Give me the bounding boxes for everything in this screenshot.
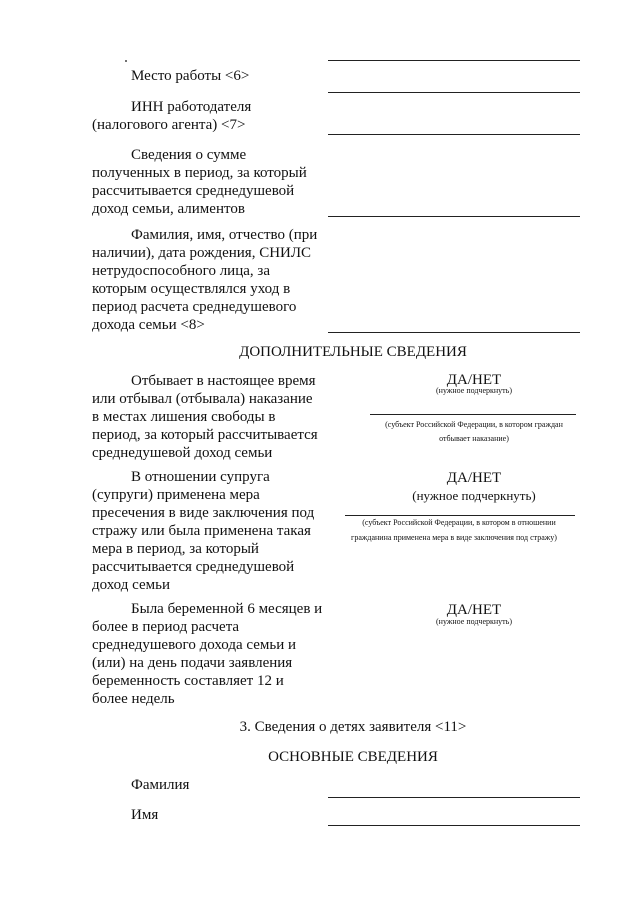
spouse-label-line-1: В отношении супруга — [131, 469, 270, 485]
disabled-person-label-line-4: которым осуществлялся уход в — [92, 281, 291, 297]
income-line — [328, 216, 580, 217]
spouse-hint: (нужное подчеркнуть) — [412, 488, 536, 503]
pregnancy-answer: ДА/НЕТ — [446, 602, 502, 618]
children-surname-label: Фамилия — [131, 777, 190, 793]
prison-line — [370, 414, 576, 415]
spouse-answer: ДА/НЕТ — [446, 470, 502, 486]
disabled-person-label-line-5: период расчета среднедушевого — [92, 299, 297, 315]
disabled-person-label-line-6: дохода семьи <8> — [92, 317, 205, 333]
prison-note-line-1: (субъект Российской Федерации, в котором граждан — [385, 420, 563, 429]
income-label-line-1: Сведения о сумме — [131, 147, 247, 163]
pregnancy-label-line-1: Была беременной 6 месяцев и — [131, 601, 323, 617]
children-name-line — [328, 825, 580, 826]
income-label-line-3: рассчитывается среднедушевой — [92, 183, 295, 199]
inn-line — [328, 134, 580, 135]
children-surname-line — [328, 797, 580, 798]
disabled-person-line — [328, 332, 580, 333]
children-name-label: Имя — [131, 807, 159, 823]
spouse-label-line-6: рассчитывается среднедушевой — [92, 559, 295, 575]
inn-label-line-2: (налогового агента) <7> — [92, 117, 246, 133]
spouse-line — [345, 515, 575, 516]
children-section-title: 3. Сведения о детях заявителя <11> — [239, 719, 467, 735]
prison-answer: ДА/НЕТ — [446, 372, 502, 388]
prison-note-line-2: отбывает наказание) — [439, 434, 509, 443]
additional-heading: ДОПОЛНИТЕЛЬНЫЕ СВЕДЕНИЯ — [239, 344, 467, 360]
pregnancy-label-line-3: среднедушевого дохода семьи и — [92, 637, 297, 653]
prison-label-line-2: или отбывал (отбывала) наказание — [92, 391, 313, 407]
pregnancy-hint: (нужное подчеркнуть) — [436, 617, 512, 626]
prison-label-line-5: среднедушевой доход семьи — [92, 445, 273, 461]
spouse-label-line-2: (супруги) применена мера — [92, 487, 260, 503]
pregnancy-label-line-2: более в период расчета — [92, 619, 240, 635]
disabled-person-label-line-1: Фамилия, имя, отчество (при — [131, 227, 318, 243]
prison-label-line-3: в местах лишения свободы в — [92, 409, 276, 425]
spouse-label-line-4: стражу или была применена такая — [92, 523, 311, 539]
children-heading: ОСНОВНЫЕ СВЕДЕНИЯ — [268, 749, 438, 765]
scan-dot — [125, 60, 127, 62]
workplace-line-2 — [328, 92, 580, 93]
income-label-line-2: полученных в период, за который — [92, 165, 307, 181]
pregnancy-label-line-6: более недель — [92, 691, 175, 707]
pregnancy-label-line-5: беременность составляет 12 и — [92, 673, 284, 689]
disabled-person-label-line-3: нетрудоспособного лица, за — [92, 263, 270, 279]
prison-label-line-4: период, за который рассчитывается — [92, 427, 318, 443]
inn-label-line-1: ИНН работодателя — [131, 99, 252, 115]
disabled-person-label-line-2: наличии), дата рождения, СНИЛС — [92, 245, 312, 261]
spouse-label-line-5: мера в период, за который — [92, 541, 259, 557]
income-label-line-4: доход семьи, алиментов — [92, 201, 245, 217]
spouse-label-line-7: доход семьи — [92, 577, 170, 593]
spouse-note-line-2: гражданина применена мера в виде заключения под стражу) — [351, 533, 557, 542]
spouse-label-line-3: пресечения в виде заключения под — [92, 505, 315, 521]
prison-label-line-1: Отбывает в настоящее время — [131, 373, 316, 389]
spouse-note-line-1: (субъект Российской Федерации, в котором в отношении — [362, 518, 556, 527]
prison-hint: (нужное подчеркнуть) — [436, 386, 512, 395]
workplace-line-1 — [328, 60, 580, 61]
pregnancy-label-line-4: (или) на день подачи заявления — [92, 655, 293, 671]
workplace-label: Место работы <6> — [131, 68, 250, 84]
